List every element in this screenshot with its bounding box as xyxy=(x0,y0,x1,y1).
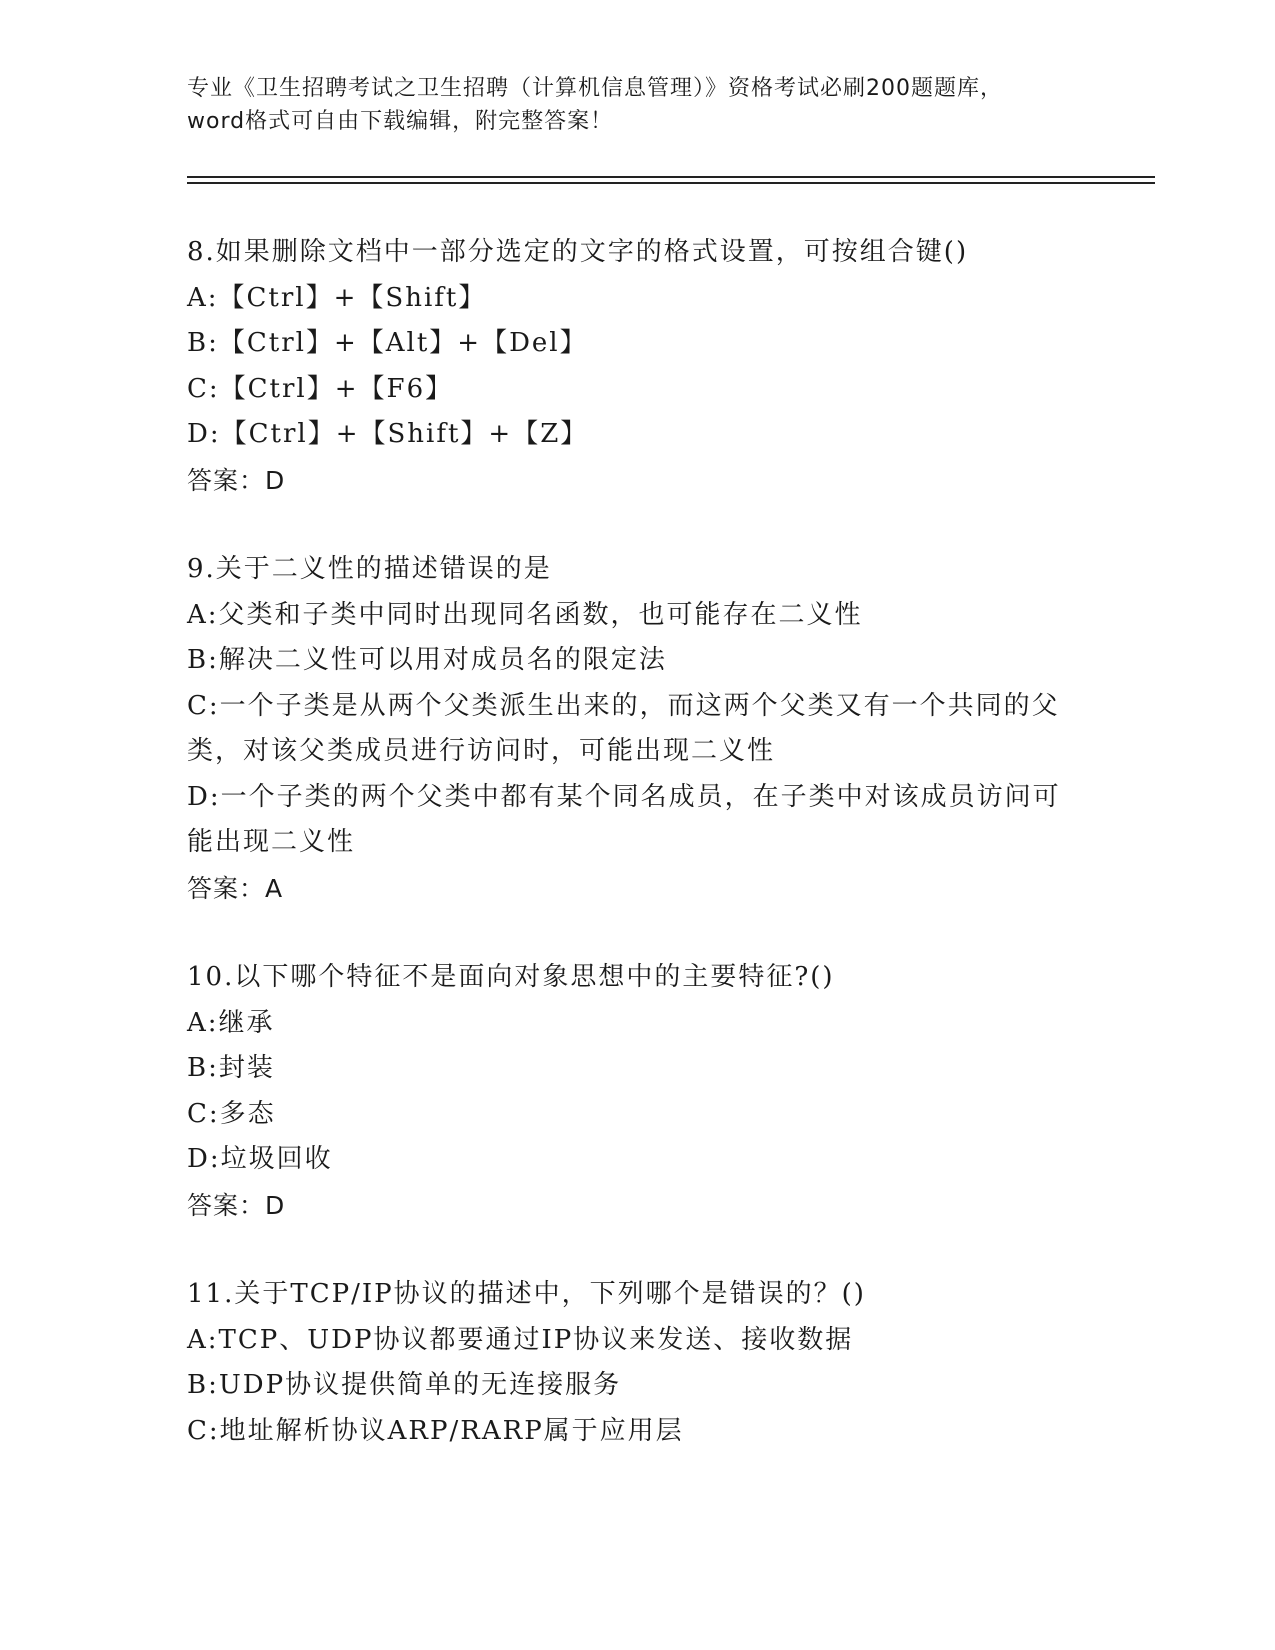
question-stem: 11.关于TCP/IP协议的描述中，下列哪个是错误的？() xyxy=(187,1279,866,1309)
option-a: A:【Ctrl】+【Shift】 xyxy=(187,282,487,313)
option-d: D:【Ctrl】+【Shift】+【Z】 xyxy=(187,419,589,449)
question-stem: 10.以下哪个特征不是面向对象思想中的主要特征?() xyxy=(187,962,835,992)
option-c: C:多态 xyxy=(187,1098,276,1129)
option-a: A:TCP、UDP协议都要通过IP协议来发送、接收数据 xyxy=(187,1324,854,1355)
question-stem: 8.如果删除文档中一部分选定的文字的格式设置，可按组合键() xyxy=(187,237,969,267)
question-list xyxy=(187,230,1087,1498)
option-d: D:一个子类的两个父类中都有某个同名成员，在子类中对该成员访问可能出现二义性 xyxy=(187,781,1061,857)
option-c: C:一个子类是从两个父类派生出来的，而这两个父类又有一个共同的父类，对该父类成员进行访问时，可能出现二义性 xyxy=(187,690,1060,766)
answer-label: 答案：A xyxy=(187,873,284,903)
question-9 xyxy=(187,547,1087,911)
header-divider-bottom xyxy=(187,182,1155,184)
option-a: A:父类和子类中同时出现同名函数，也可能存在二义性 xyxy=(187,599,863,630)
answer-label: 答案：D xyxy=(187,465,286,495)
option-a: A:继承 xyxy=(187,1007,275,1038)
option-b: B:解决二义性可以用对成员名的限定法 xyxy=(187,645,667,675)
document-header xyxy=(187,72,1087,138)
question-11 xyxy=(187,1272,1087,1454)
header-line-2: word格式可自由下载编辑，附完整答案！ xyxy=(187,109,614,134)
header-divider-top xyxy=(187,176,1155,178)
answer-label: 答案：D xyxy=(187,1190,286,1220)
option-c: C:【Ctrl】+【F6】 xyxy=(187,373,454,404)
question-stem: 9.关于二义性的描述错误的是 xyxy=(187,554,552,584)
option-d: D:垃圾回收 xyxy=(187,1144,333,1174)
option-b: B:UDP协议提供简单的无连接服务 xyxy=(187,1370,622,1400)
question-8 xyxy=(187,230,1087,503)
option-b: B:封装 xyxy=(187,1053,275,1083)
option-c: C:地址解析协议ARP/RARP属于应用层 xyxy=(187,1415,684,1446)
question-10 xyxy=(187,955,1087,1228)
option-b: B:【Ctrl】+【Alt】+【Del】 xyxy=(187,328,588,358)
header-line-1: 专业《卫生招聘考试之卫生招聘（计算机信息管理）》资格考试必刷200题题库， xyxy=(187,76,1003,101)
